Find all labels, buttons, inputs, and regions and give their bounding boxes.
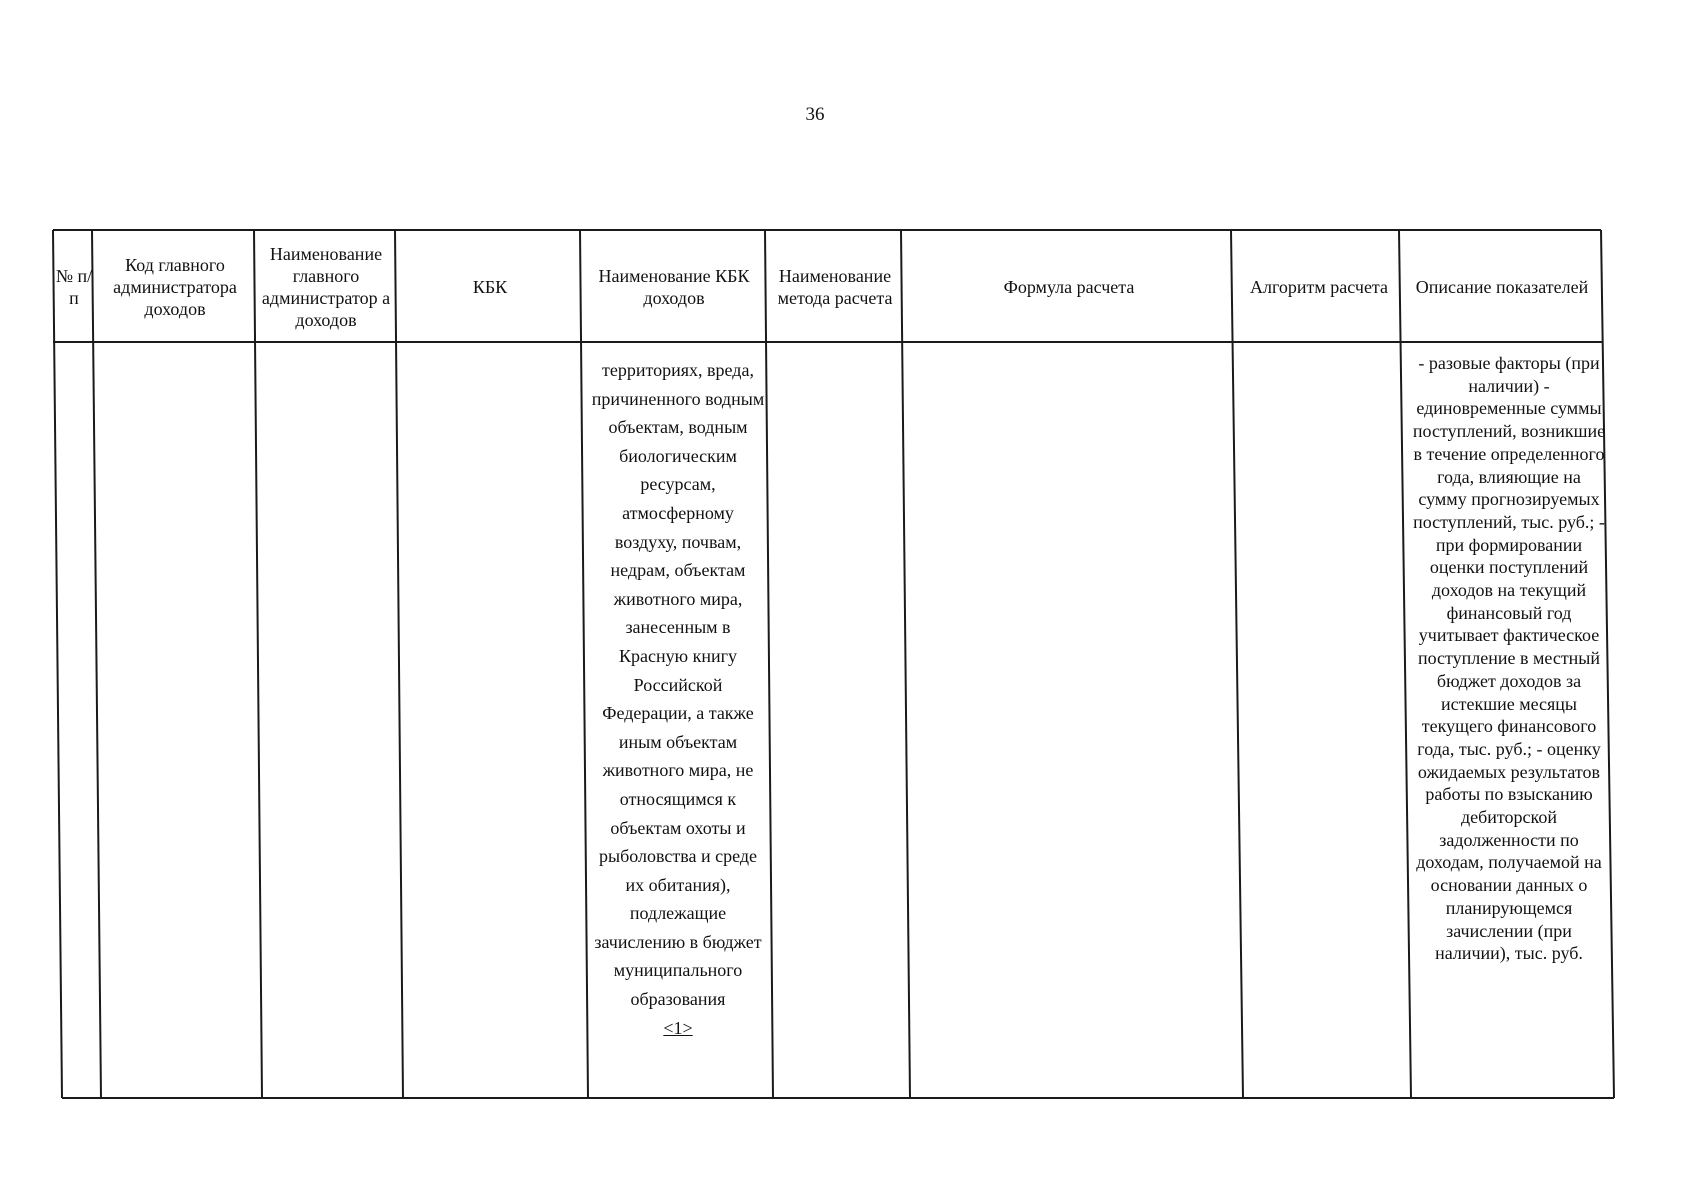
- header-method-name: Наименование метода расчета: [777, 266, 893, 308]
- header-kbk-name: Наименование КБК доходов: [598, 266, 750, 308]
- header-admin-code: Код главного администратора доходов: [113, 255, 237, 319]
- kbk-name-text: территориях, вреда, причиненного водным объектам, водным биологическим ресурсам, атмосферному воздуху, почвам, недрам, объектам животного мира, занесенным в Красную книгу Российской Федерации, а также иным объектам животного мира, не относящимся к объектам охоты и рыболовства и среде их обитания), подлежащие зачислению в бюджет муниципального образования: [591, 360, 765, 1010]
- kbk-name-cell: [590, 356, 766, 1042]
- header-kbk: КБК: [472, 277, 508, 297]
- description-text: - разовые факторы (при наличии) - единовременные суммы поступлений, возникшие в течение определенного года, влияющие на сумму прогнозируемых поступлений, тыс. руб.; - при формировании оценки поступлений доходов на текущий финансовый год учитывает фактическое поступление в местный бюджет доходов за истекшие месяцы текущего финансового года, тыс. руб.; - оценку ожидаемых результатов работы по взысканию дебиторской задолженности по доходам, получаемой на основании данных о планирующемся зачислении (при наличии), тыс. руб.: [1412, 353, 1606, 964]
- header-num: № п/п: [55, 266, 93, 308]
- footnote-ref-link[interactable]: <1>: [663, 1017, 693, 1038]
- header-description: Описание показателей: [1415, 277, 1589, 297]
- header-formula: Формула расчета: [1003, 277, 1135, 297]
- page-number: 36: [805, 104, 825, 125]
- description-cell: [1411, 352, 1607, 965]
- header-admin-name: Наименование главного администратор а доходов: [261, 244, 391, 330]
- header-algorithm: Алгоритм расчета: [1249, 277, 1389, 297]
